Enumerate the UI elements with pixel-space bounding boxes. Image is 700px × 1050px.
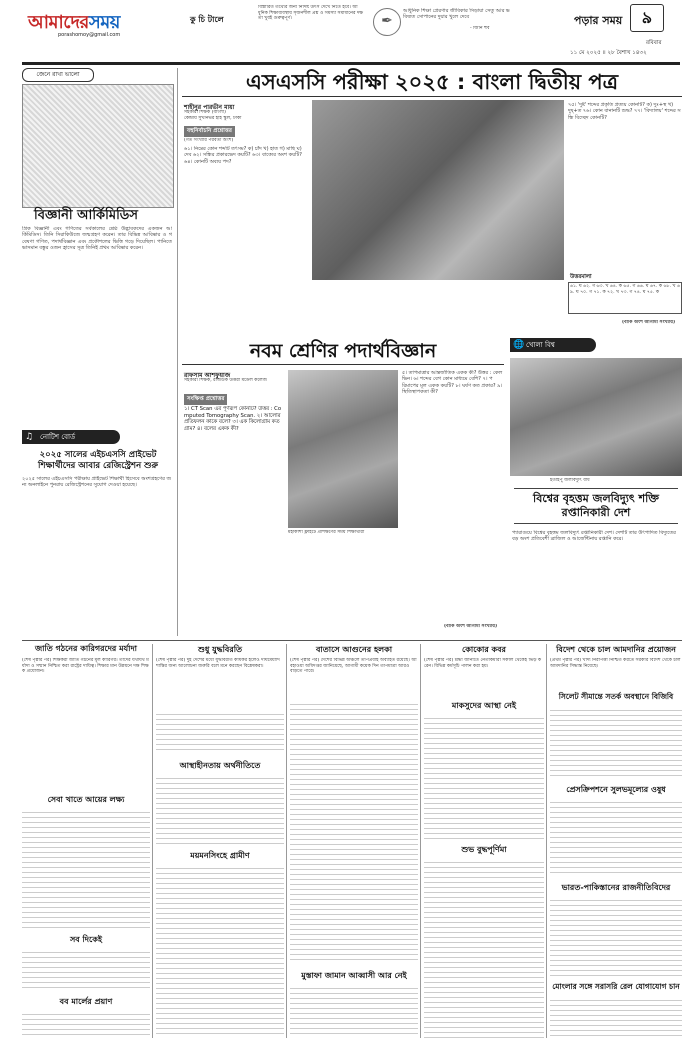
ssc-mcq-sublabel: (গত সংখ্যার পরবর্তী অংশ) [184, 138, 234, 143]
page-number: ৯ [641, 8, 653, 27]
column-rule [152, 644, 153, 1038]
guitar-icon: ♫ [25, 432, 34, 442]
news-headline-2[interactable]: শুধু যুদ্ধবিরতি [197, 645, 243, 654]
physics-short-label: সংক্ষিপ্ত প্রশ্নোত্তর [184, 394, 227, 405]
news-headline-g[interactable]: শুভ বুদ্ধপূর্ণিমা [461, 845, 507, 854]
notice-label-text: নোটিশ বোর্ড [40, 433, 76, 441]
feature-title: বিজ্ঞানী আর্কিমিডিস [34, 208, 138, 223]
masthead [0, 0, 700, 60]
date-line: ১১ মে ২০২৫ ॥ ২৮ বৈশাখ ১৪৩২ [570, 50, 647, 56]
archimedes-illustration [22, 84, 174, 208]
news-headline-f[interactable]: প্রেসক্রিপশনে সুলভমূল্যের ওষুধ [566, 785, 666, 794]
feature-body: গ্রিক বিজ্ঞানী এবং গণিতের সর্বকালের শ্রেষ্ঠ উদ্ভাবকদের একজন আর্কিমিডিস। তিনি সিরাকিউজে জন্মগ্রহণ করেন। তার বিভিন্ন আবিষ্কার ও গবেষণা গণিত, পদার্থবিজ্ঞান এবং প্রকৌশলের ভিত্তি গড়ে দিয়েছিল। পানিতে ভাসমান বস্তুর ওজন হ্রাসের সূত্র তিনিই প্রথম আবিষ্কার করেন। [22, 226, 172, 252]
news-body-c [156, 864, 284, 1038]
weekday: রবিবার [646, 40, 662, 46]
news-body-1: (শেষ পৃষ্ঠার পর) শিক্ষকরা জাতি গঠনের মূল কারিগর। তাদের যথাযথ মর্যাদা ও সম্মান নিশ্চিত করা রাষ্ট্রের দায়িত্ব। শিক্ষার মান উন্নয়নে দক্ষ শিক্ষক প্রয়োজন। [22, 658, 149, 675]
ssc-questions-right: ৭৫। 'দুষ্ট' শব্দের প্রকৃতি প্রত্যয় কোনটি? ক) দুঃ+স্থ খ) দুষ্+ত ৭৬। কোন বানানটি শুদ্ধ? ৭৭। 'বিদ্যালয়' শব্দের সন্ধি বিচ্ছেদ কোনটি? [568, 102, 681, 121]
ssc-questions-left: ৬১। নিম্নের কোন শব্দটি তৎসম? ক) চাঁদ খ) হাত গ) মাছি ঘ) দেব ৬২। সন্ধির প্রকারভেদ কয়টি? ৬৩। বাক্যের অংশ কয়টি? ৬৪। কোনটি অব্যয় পদ? [184, 146, 302, 165]
news-body-i [22, 948, 150, 988]
news-body-3b [290, 700, 418, 964]
masthead-intro: বিস্তারিত তথ্যের জন্য নির্দিষ্ট উৎস দেখে নিতে হবে। আধুনিক শিক্ষাব্যবস্থায় সৃজনশীল প্রশ্ন ও সমস্যা সমাধানের দক্ষতা খুবই গুরুত্বপূর্ণ। [258, 5, 364, 22]
news-headline-b[interactable]: আস্থাহীনতায় অর্থনীতিতে [179, 761, 261, 770]
ssc-bottom-questions [312, 284, 564, 330]
news-body-b [156, 774, 284, 844]
news-body-2b [156, 710, 284, 754]
section-name: কু চি টালে [190, 15, 224, 24]
ssc-section [182, 68, 682, 330]
news-headline-3[interactable]: বাতাসে আগুনের হলকা [315, 645, 393, 654]
ssc-mcq-label: বহুনির্বাচনি প্রশ্নোত্তর [184, 126, 235, 137]
news-body-k [22, 1010, 150, 1038]
physics-continued: (বাকি অংশ আগামী সংখ্যায়) [444, 624, 498, 629]
news-body-4: (শেষ পৃষ্ঠার পর) শ্রদ্ধা জানাতে নেতাকর্মীরা সকাল থেকেই ভিড় করেন। বিভিন্ন কর্মসূচি পালন করা হয়। [424, 658, 542, 669]
news-column-2 [156, 644, 284, 1038]
notice-headline[interactable]: ২০২৫ সালের এইচএসসি প্রাইভেট শিক্ষার্থীদের আবার রেজিস্ট্রেশন শুরু [38, 450, 158, 471]
world-label [510, 338, 596, 352]
globe-icon: 🌐 [513, 340, 525, 350]
ssc-continued: (বাকি অংশ আগামী সংখ্যায়) [622, 320, 676, 325]
news-headline-h[interactable]: ভারত-পাকিস্তানের রাজনীতিবিদের [561, 883, 671, 892]
physics-qa-right: ৫। তাপমাত্রার আন্তর্জাতিক একক কী? উত্তর : কেলভিন। ৬। শব্দের বেগ কোন মাধ্যমে বেশি? ৭। পরিমাপের মূল একক কয়টি? ৮। ঘর্ষণ কত প্রকার? ৯। স্থিতিস্থাপকতা কী? [402, 370, 503, 396]
column-rule [546, 644, 547, 1038]
news-body-d [424, 714, 544, 842]
world-caption: ইতাইপু জলবিদ্যুৎ বাঁধ [550, 478, 590, 483]
world-section [510, 338, 682, 638]
page-label: পড়ার সময় [574, 14, 623, 27]
news-body-j [290, 984, 418, 1038]
news-headline-1[interactable]: জাতি গঠনের কারিগরদের মর্যাদা [35, 644, 137, 653]
ssc-students-photo [312, 100, 564, 280]
news-body-h [550, 896, 682, 976]
logo-main: আমাদের [28, 12, 89, 33]
news-headline-5[interactable]: বিদেশ থেকে চাল আমদানির প্রয়োজন [556, 645, 676, 654]
ssc-author: শাহীনুর পারভীন মায়া [184, 104, 235, 111]
notice-body: ২০২৫ সালের এইচএসসি পরীক্ষায় প্রাইভেট শিক্ষার্থী হিসেবে অংশগ্রহণের জন্য অনলাইনে পুনরায় রেজিস্ট্রেশনের সুযোগ দেওয়া হয়েছে। [22, 476, 171, 489]
ssc-author-school: কেন্দ্রীয় সুখনির্ভর হাই স্কুল, ঢাকা [184, 116, 242, 121]
news-headline-l[interactable]: মোংলার সঙ্গে সরাসরি রেল যোগাযোগ চান [552, 982, 680, 991]
news-headline-e[interactable]: সিলেট সীমান্তে সতর্ক অবস্থানে বিজিবি [558, 692, 674, 701]
left-feature [22, 68, 174, 428]
news-headline-k[interactable]: বব মার্লের প্রয়াণ [59, 997, 113, 1006]
physics-author: রাফসাম আশফুয়াজ [184, 372, 231, 379]
ssc-author-role: সহকারী শিক্ষক (বাংলা) [184, 110, 226, 115]
news-column-4 [424, 644, 544, 1038]
masthead-quote: আধুনিক শিক্ষা প্রেরণার জীবিকার সিঁড়ায়া সেতু আর ভবিষ্যত সোপানের দুয়ার খুলে দেবে [403, 8, 510, 20]
news-body-2: (শেষ পৃষ্ঠার পর) দুই দেশের মধ্যে যুদ্ধবিরতি কার্যকর হলেও দীর্ঘমেয়াদি শান্তির জন্য আলোচনা জরুরি বলে মনে করছেন বিশ্লেষকরা। [156, 658, 280, 669]
news-headline-c[interactable]: ময়মনসিংহে গ্রামীণ [190, 851, 250, 860]
news-body-a [22, 808, 150, 928]
news-column-5 [550, 644, 682, 1038]
news-body-g [424, 858, 544, 1038]
page-number-badge [630, 4, 664, 32]
ssc-title[interactable]: এসএসসি পরীক্ষা ২০২৫ : বাংলা দ্বিতীয় পত্র [182, 68, 682, 97]
physics-exam-photo [288, 370, 398, 528]
news-column-3 [290, 644, 418, 1038]
notice-board [22, 430, 174, 550]
news-body-f [550, 798, 682, 876]
physics-author-role: সহকারী শিক্ষক, রাজউক উত্তরা মডেল কলেজ [184, 378, 267, 383]
section-divider [22, 640, 682, 641]
logo-accent: সময় [88, 12, 120, 33]
masthead-rule [22, 62, 680, 65]
physics-section [182, 338, 504, 638]
masthead-email[interactable]: porashomoy@gmail.com [58, 32, 121, 38]
physics-title[interactable]: নবম শ্রেণির পদার্থবিজ্ঞান [182, 338, 504, 365]
column-rule [286, 644, 287, 1038]
news-column-1 [22, 644, 150, 1038]
physics-caption: মহাকাশী ফ্লাইটে প্রশিক্ষণের সময় শিক্ষার্থীরা [288, 530, 365, 535]
quote-author: - জিনি হুব [470, 26, 490, 31]
ssc-answers: ৬১. ঘ ৬২. গ ৬৩. খ ৬৪. ক ৬৫. গ ৬৬. ঘ ৬৭. ক ৬৮. খ ৬৯. ঘ ৭০. গ ৭১. ক ৭২. খ ৭৩. গ ৭৪. ঘ ৭৫. ক [568, 282, 682, 314]
world-headline[interactable]: বিশ্বের বৃহত্তম জলবিদ্যুৎ শক্তি রপ্তানিকারী দেশ [514, 488, 678, 524]
quill-icon: ✒ [373, 8, 401, 36]
news-headline-d[interactable]: মাকসুদের আস্থা নেই [451, 701, 517, 710]
ssc-answer-label: উত্তরমালা [570, 274, 592, 280]
news-headline-j[interactable]: মুস্তাফা জামান আব্বাসী আর নেই [301, 971, 407, 980]
column-rule [177, 68, 178, 636]
news-body-3: (শেষ পৃষ্ঠার পর) দেশের বিভিন্ন অঞ্চলে তাপপ্রবাহ অব্যাহত রয়েছে। আবহাওয়া অধিদপ্তর জানিয়েছে, আগামী কয়েক দিন তাপমাত্রা আরও বাড়তে পারে। [290, 658, 417, 675]
feature-section-text: জেনে রাখা ভালো [36, 71, 80, 78]
dam-photo [510, 358, 682, 476]
news-headline-4[interactable]: কোকোর কবর [462, 645, 506, 654]
column-rule [420, 644, 421, 1038]
world-body: প্যারাগুয়ে বিশ্বের বৃহত্তম জলবিদ্যুৎ রপ্তানিকারী দেশ। দেশটি তার উৎপাদিত বিদ্যুতের বড় অংশ প্রতিবেশী ব্রাজিল ও আর্জেন্টিনায় রপ্তানি করে। [512, 530, 676, 543]
physics-qa: ১। CT Scan এর পূর্ণরূপ কোনটি? উত্তর : Computed Tomography Scan. ২। আলোর প্রতিফলন কাকে বলে? ৩। এক কিলোগ্রাম কত গ্রাম? ৪। বলের একক কী? [184, 406, 282, 432]
feature-section-label [22, 68, 94, 82]
news-headline-a[interactable]: সেবা খাতে আয়ের লক্ষ্য [47, 795, 125, 804]
news-body-5: (প্রথম পৃষ্ঠার পর) খাদ্য নিরাপত্তা নিশ্চিত করতে সরকার বিদেশ থেকে চাল আমদানির সিদ্ধান্ত নিয়েছে। [550, 658, 681, 669]
world-label-text: খোলা বিশ্ব [526, 341, 555, 349]
news-body-l [550, 996, 682, 1038]
notice-label [22, 430, 120, 444]
news-headline-i[interactable]: সব দিকেই [70, 935, 102, 944]
news-body-e [550, 706, 682, 778]
